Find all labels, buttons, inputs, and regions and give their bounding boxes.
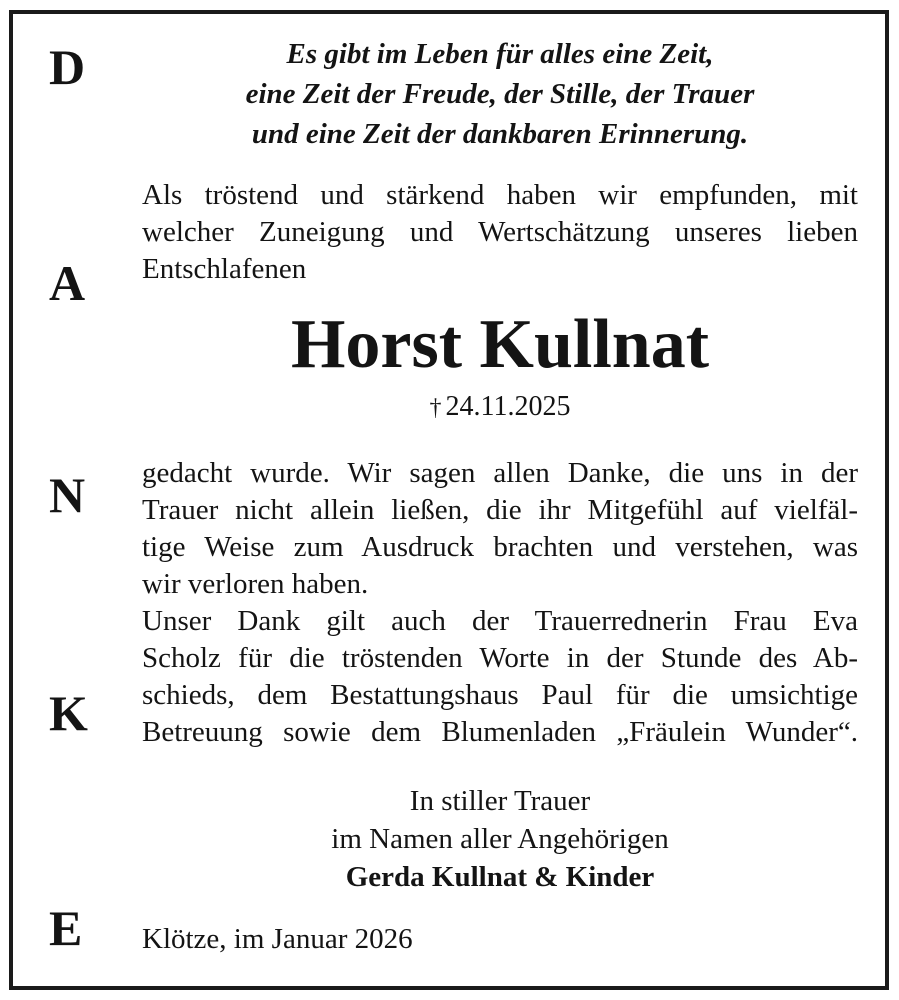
intro-paragraph [142,177,858,288]
thanks-line: wir verloren haben. [142,568,369,600]
thanks-line: tige Weise zum Ausdruck brachten und verstehen, was [142,531,858,563]
death-date: 24.11.2025 [445,391,571,422]
signoff-line: In stiller Trauer [409,785,591,817]
cross-icon: † [429,395,442,421]
vertical-letter-d: D [49,39,86,95]
vertical-letter-e: E [49,900,83,956]
death-date-line [142,390,858,425]
thanks-line: gedacht wurde. Wir sagen allen Danke, die uns in der [142,457,858,489]
motto-line: Es gibt im Leben für alles eine Zeit, [286,38,714,70]
thanks-line: schieds, dem Bestattungshaus Paul für die umsichtige [142,679,858,711]
vertical-letter-n: N [49,467,86,523]
place-date: Klötze, im Januar 2026 [142,923,413,955]
motto-line: und eine Zeit der dankbaren Erinnerung. [251,118,749,150]
deceased-name: Horst Kullnat [290,306,710,383]
signoff-line: im Namen aller Angehörigen [331,823,669,855]
thanks-line: Scholz für die tröstenden Worte in der Stunde des Ab- [142,642,858,674]
intro-line: Als tröstend und stärkend haben wir empfunden, mit [142,179,858,211]
motto-line: eine Zeit der Freude, der Stille, der Trauer [245,78,755,110]
vertical-letter-k: K [49,685,88,741]
motto-verse [150,34,850,154]
signoff-block [142,782,858,896]
thanks-line: Unser Dank gilt auch der Trauerrednerin Frau Eva [142,605,858,637]
thanks-line: Trauer nicht allein ließen, die ihr Mitgefühl auf vielfäl- [142,494,858,526]
thanks-paragraph [142,455,858,751]
thanks-line: Betreuung sowie dem Blumenladen „Fräulein Wunder“. [142,716,858,748]
vertical-letter-a: A [49,255,86,311]
intro-line: welcher Zuneigung und Wertschätzung unseres lieben [142,216,858,248]
family-name: Gerda Kullnat & Kinder [345,861,655,893]
intro-line: Entschlafenen [142,253,307,285]
